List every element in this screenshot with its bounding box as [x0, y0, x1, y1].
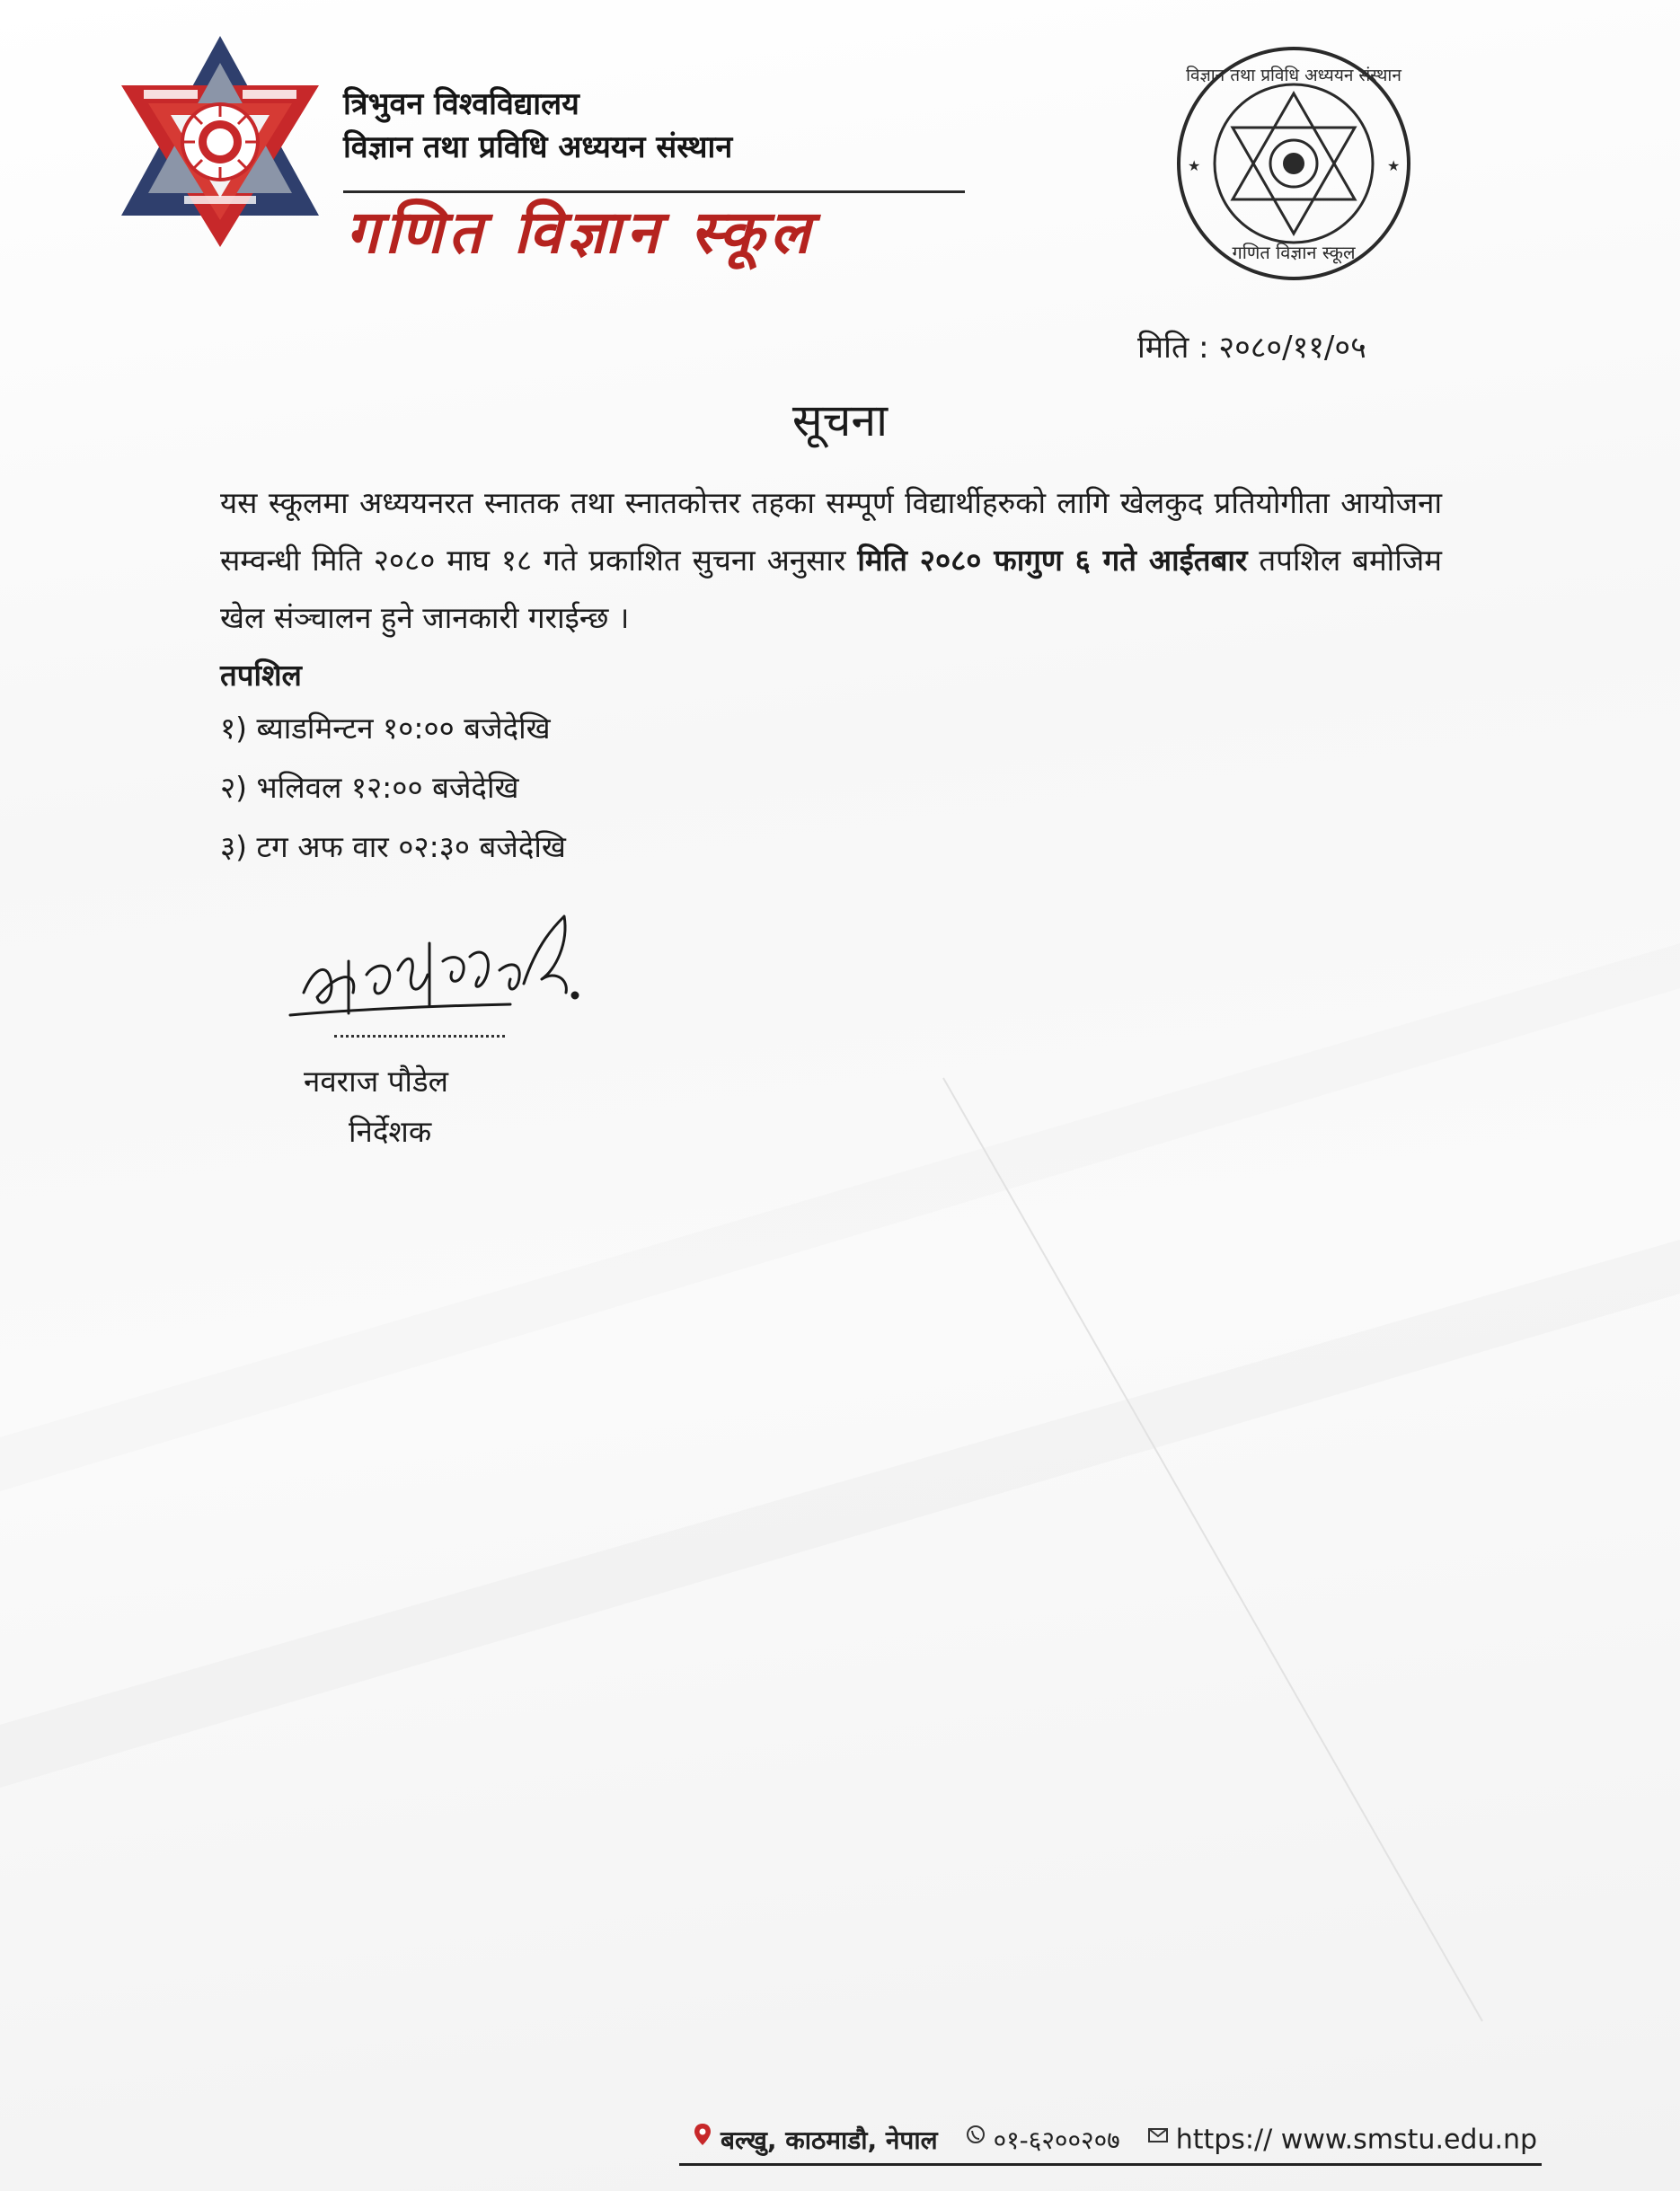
svg-text:गणित विज्ञान स्कूल: गणित विज्ञान स्कूल: [1232, 242, 1356, 263]
notice-title: सूचना: [791, 394, 889, 446]
handwritten-signature: [286, 907, 663, 1033]
tribhuvan-university-emblem: [117, 27, 323, 252]
svg-text:विज्ञान तथा प्रविधि अध्ययन संस: विज्ञान तथा प्रविधि अध्ययन संस्थान: [1186, 66, 1401, 85]
signature-dotted-line: [334, 1035, 505, 1038]
letterhead-footer: [692, 2122, 1590, 2157]
letterhead-text: [343, 83, 972, 169]
footer-website[interactable]: https:// www.smstu.edu.np: [1175, 2124, 1538, 2156]
mail-icon: [1147, 2122, 1169, 2147]
school-seal-stamp: [1168, 38, 1419, 289]
notice-body-text-1: यस स्कूलमा अध्ययनरत स्नातक तथा स्नातकोत्तर तहका सम्पूर्ण विद्यार्थीहरुको लागि खेलकुद प्रतियोगीता आयोजना सम्वन्धी मिति २०८० माघ १८ गते प्रकाशित सुचना अनुसार: [220, 485, 1442, 578]
signatory-name: नवराज पौडेल: [304, 1064, 449, 1099]
phone-icon: [965, 2122, 986, 2147]
location-pin-icon: [692, 2122, 713, 2147]
university-name: त्रिभुवन विश्वविद्यालय: [343, 86, 579, 122]
institute-name: विज्ञान तथा प्रविधि अध्ययन संस्थान: [343, 129, 733, 165]
schedule-item-tug-of-war: ३) टग अफ वार ०२:३० बजेदेखि: [220, 829, 566, 864]
schedule-item-badminton: १) ब्याडमिन्टन १०:०० बजेदेखि: [220, 711, 551, 746]
footer-phone: ०१-६२००२०७: [993, 2125, 1120, 2155]
svg-text:★: ★: [1188, 157, 1201, 174]
notice-body: [220, 474, 1442, 647]
schedule-heading: तपशिल: [220, 658, 302, 693]
notice-body-text-2: तपशिल बमोजिम खेल संञ्चालन हुने जानकारी गराईन्छ ।: [220, 543, 1442, 635]
notice-date: मिति : २०८०/११/०५: [1137, 330, 1366, 366]
footer-address: बल्खु, काठमाडौ, नेपाल: [721, 2125, 938, 2155]
signatory-title: निर्देशक: [349, 1114, 432, 1149]
schedule-item-volleyball: २) भलिवल १२:०० बजेदेखि: [220, 770, 519, 805]
svg-text:★: ★: [1387, 157, 1401, 174]
schedule-list: [220, 699, 566, 877]
notice-body-bold-date: मिति २०८० फागुण ६ गते आईतबार: [857, 543, 1248, 578]
school-name: गणित विज्ञान स्कूल: [346, 198, 816, 267]
footer-rule: [679, 2163, 1542, 2166]
